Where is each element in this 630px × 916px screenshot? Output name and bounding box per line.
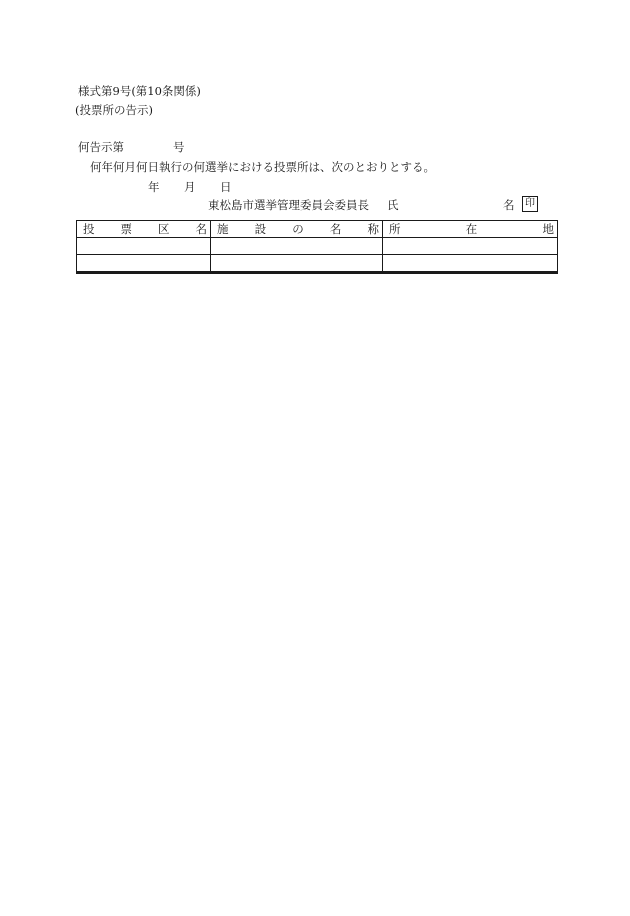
- header-char: 票: [120, 221, 132, 236]
- header-char: 区: [158, 221, 170, 236]
- header-char: 投: [83, 221, 95, 236]
- date-month-label: 月: [184, 180, 196, 194]
- table-row: [77, 255, 558, 273]
- header-char: 名: [329, 221, 342, 236]
- name-label-shi: 氏: [387, 198, 399, 212]
- header-facility-name: [211, 221, 383, 238]
- date-year-label: 年: [148, 180, 160, 194]
- notice-number-prefix: 何告示第: [78, 140, 124, 154]
- table-cell: [77, 255, 211, 273]
- header-char: 称: [367, 221, 379, 236]
- header-char: 設: [254, 221, 267, 236]
- seal-mark: 印: [522, 196, 538, 212]
- notice-subtitle: (投票所の告示): [75, 103, 153, 117]
- table-cell: [211, 255, 383, 273]
- table-cell: [77, 238, 211, 255]
- header-location: [383, 221, 558, 238]
- header-char: 所: [389, 221, 401, 236]
- header-char: 名: [195, 221, 207, 236]
- header-char: 在: [465, 221, 478, 236]
- table-row: [77, 238, 558, 255]
- header-polling-district: [77, 221, 211, 238]
- table-cell: [211, 238, 383, 255]
- table-header-row: [77, 221, 558, 238]
- name-label-mei: 名: [503, 198, 515, 212]
- header-char: の: [292, 221, 304, 236]
- table-cell: [383, 255, 558, 273]
- date-day-label: 日: [220, 180, 232, 194]
- notice-number-suffix: 号: [173, 140, 185, 154]
- header-char: 地: [542, 221, 554, 236]
- form-number: 様式第9号(第10条関係): [78, 84, 201, 98]
- table-cell: [383, 238, 558, 255]
- issuer-title: 東松島市選挙管理委員会委員長: [208, 198, 369, 212]
- polling-station-table: [76, 220, 558, 274]
- header-char: 施: [217, 221, 229, 236]
- notice-body: 何年何月何日執行の何選挙における投票所は、次のとおりとする。: [90, 160, 435, 174]
